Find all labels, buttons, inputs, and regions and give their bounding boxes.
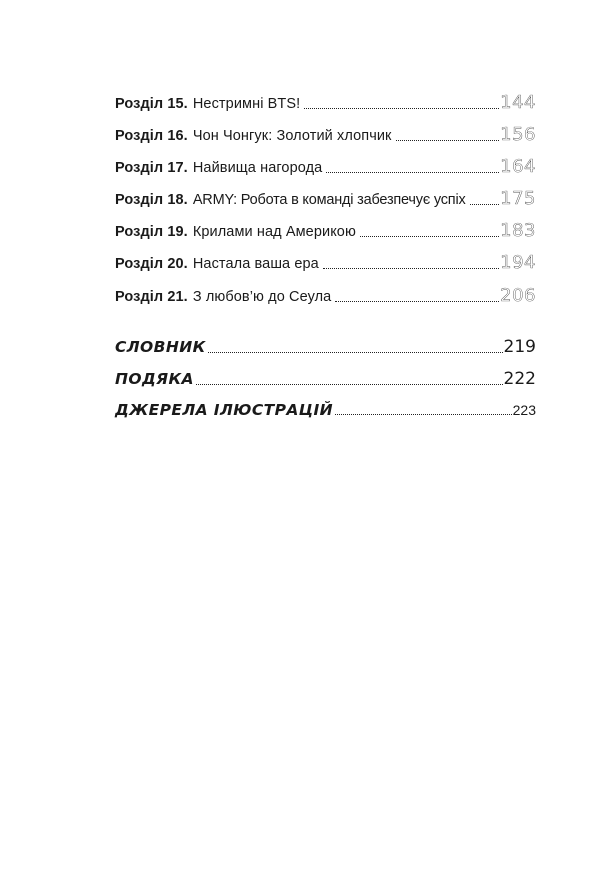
chapter-title: Крилами над Америкою [192, 224, 356, 240]
section-title: ДЖЕРЕЛА ІЛЮСТРАЦІЙ [115, 401, 334, 419]
dot-leader [326, 171, 499, 173]
toc-entry-glossary[interactable] [115, 337, 536, 357]
chapter-title: ARMY: Робота в команді забезпечує успіх [192, 192, 466, 208]
toc-entry-chapter-17[interactable] [115, 156, 536, 177]
chapter-label: Розділ 20. [115, 256, 188, 272]
chapter-title: Настала ваша ера [192, 256, 319, 272]
page-number: 156 [500, 124, 536, 145]
toc-entry-chapter-16[interactable] [115, 124, 536, 145]
toc-entry-chapter-20[interactable] [115, 252, 536, 273]
toc-entry-acknowledgements[interactable] [115, 369, 536, 389]
chapter-title: Найвища нагорода [192, 160, 323, 176]
chapter-title: З любов’ю до Сеула [192, 289, 332, 305]
section-title: СЛОВНИК [115, 338, 206, 356]
toc-entry-chapter-19[interactable] [115, 220, 536, 241]
dot-leader [335, 300, 499, 302]
chapter-label: Розділ 17. [115, 160, 188, 176]
page-number: 219 [503, 337, 536, 357]
section-title: ПОДЯКА [115, 370, 194, 388]
toc-entry-illustration-sources[interactable] [115, 401, 536, 419]
page-number: 175 [500, 188, 536, 209]
dot-leader [304, 107, 499, 109]
chapter-label: Розділ 15. [115, 96, 188, 112]
chapter-label: Розділ 21. [115, 289, 188, 305]
dot-leader [470, 203, 500, 205]
chapter-label: Розділ 16. [115, 128, 188, 144]
chapter-label: Розділ 18. [115, 192, 188, 208]
dot-leader [196, 383, 503, 385]
toc-entry-chapter-18[interactable] [115, 188, 536, 209]
dot-leader [360, 235, 499, 237]
dot-leader [335, 413, 512, 415]
page-number: 222 [503, 369, 536, 389]
page-number: 144 [500, 92, 536, 113]
page-number: 206 [500, 285, 536, 306]
dot-leader [208, 351, 503, 353]
toc-entry-chapter-15[interactable] [115, 92, 536, 113]
page-number: 194 [500, 252, 536, 273]
page-number: 183 [500, 220, 536, 241]
page-number: 164 [500, 156, 536, 177]
toc-entry-chapter-21[interactable] [115, 285, 536, 306]
chapter-label: Розділ 19. [115, 224, 188, 240]
dot-leader [323, 267, 499, 269]
dot-leader [396, 139, 500, 141]
page-number: 223 [512, 402, 536, 418]
chapter-title: Нестримні BTS! [192, 96, 301, 112]
chapter-title: Чон Чонгук: Золотий хлопчик [192, 128, 392, 144]
